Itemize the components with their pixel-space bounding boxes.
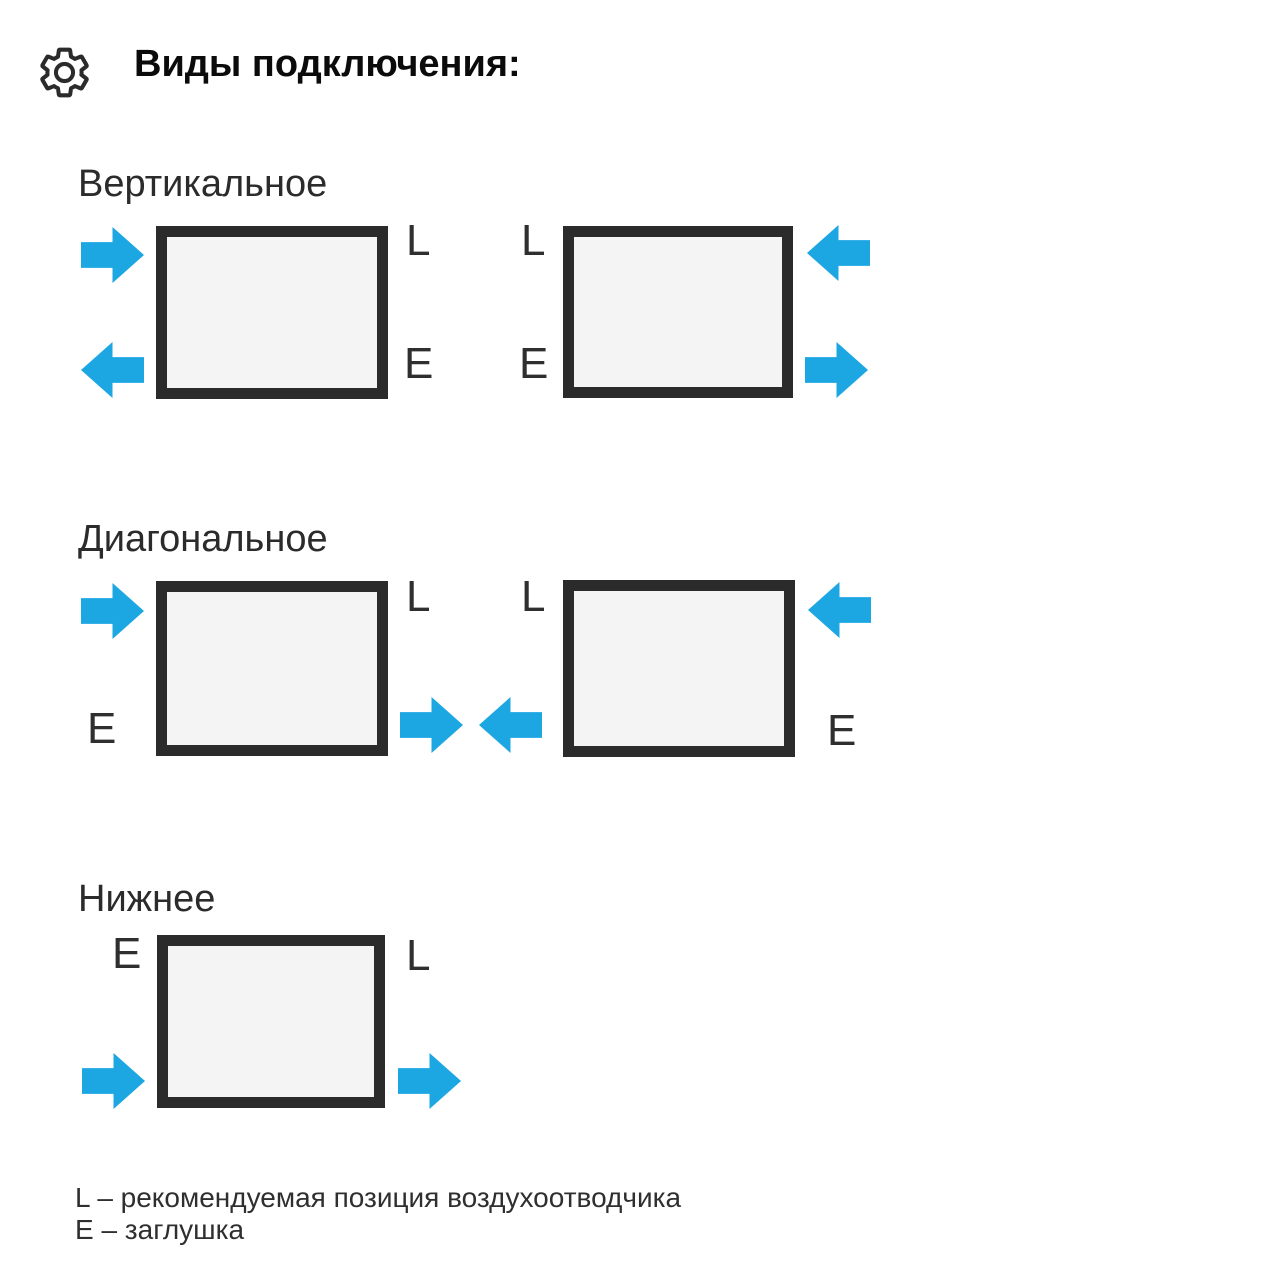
flow-in-arrow-left-icon xyxy=(807,225,870,281)
flow-in-arrow-right-icon xyxy=(82,1053,145,1109)
port-label-E: E xyxy=(404,339,434,388)
port-label-L: L xyxy=(406,931,431,980)
flow-out-arrow-right-icon xyxy=(398,1053,461,1109)
gear-icon xyxy=(36,44,93,101)
radiator-rect xyxy=(563,580,795,757)
port-label-L: L xyxy=(521,216,546,265)
port-label-E: E xyxy=(112,929,142,978)
radiator-rect xyxy=(156,581,388,756)
flow-out-arrow-right-icon xyxy=(805,342,868,398)
port-label-L: L xyxy=(406,216,431,265)
radiator-rect xyxy=(563,226,793,398)
port-label-E: E xyxy=(519,339,549,388)
port-label-E: E xyxy=(827,706,857,755)
section-title-bottom: Нижнее xyxy=(78,878,216,920)
flow-out-arrow-left-icon xyxy=(81,342,144,398)
port-label-L: L xyxy=(521,572,546,621)
flow-in-arrow-right-icon xyxy=(81,583,144,639)
flow-out-arrow-left-icon xyxy=(479,697,542,753)
radiator-rect xyxy=(157,935,385,1108)
flow-in-arrow-right-icon xyxy=(81,227,144,283)
port-label-E: E xyxy=(87,704,117,753)
legend-line-E: E – заглушка xyxy=(75,1214,245,1245)
flow-in-arrow-left-icon xyxy=(808,582,871,638)
section-title-diagonal: Диагональное xyxy=(78,518,328,560)
legend-line-L: L – рекомендуемая позиция воздухоотводчика xyxy=(75,1182,682,1213)
radiator-rect xyxy=(156,226,388,399)
flow-out-arrow-right-icon xyxy=(400,697,463,753)
section-title-vertical: Вертикальное xyxy=(78,163,328,205)
page-title: Виды подключения: xyxy=(134,43,521,85)
port-label-L: L xyxy=(406,572,431,621)
